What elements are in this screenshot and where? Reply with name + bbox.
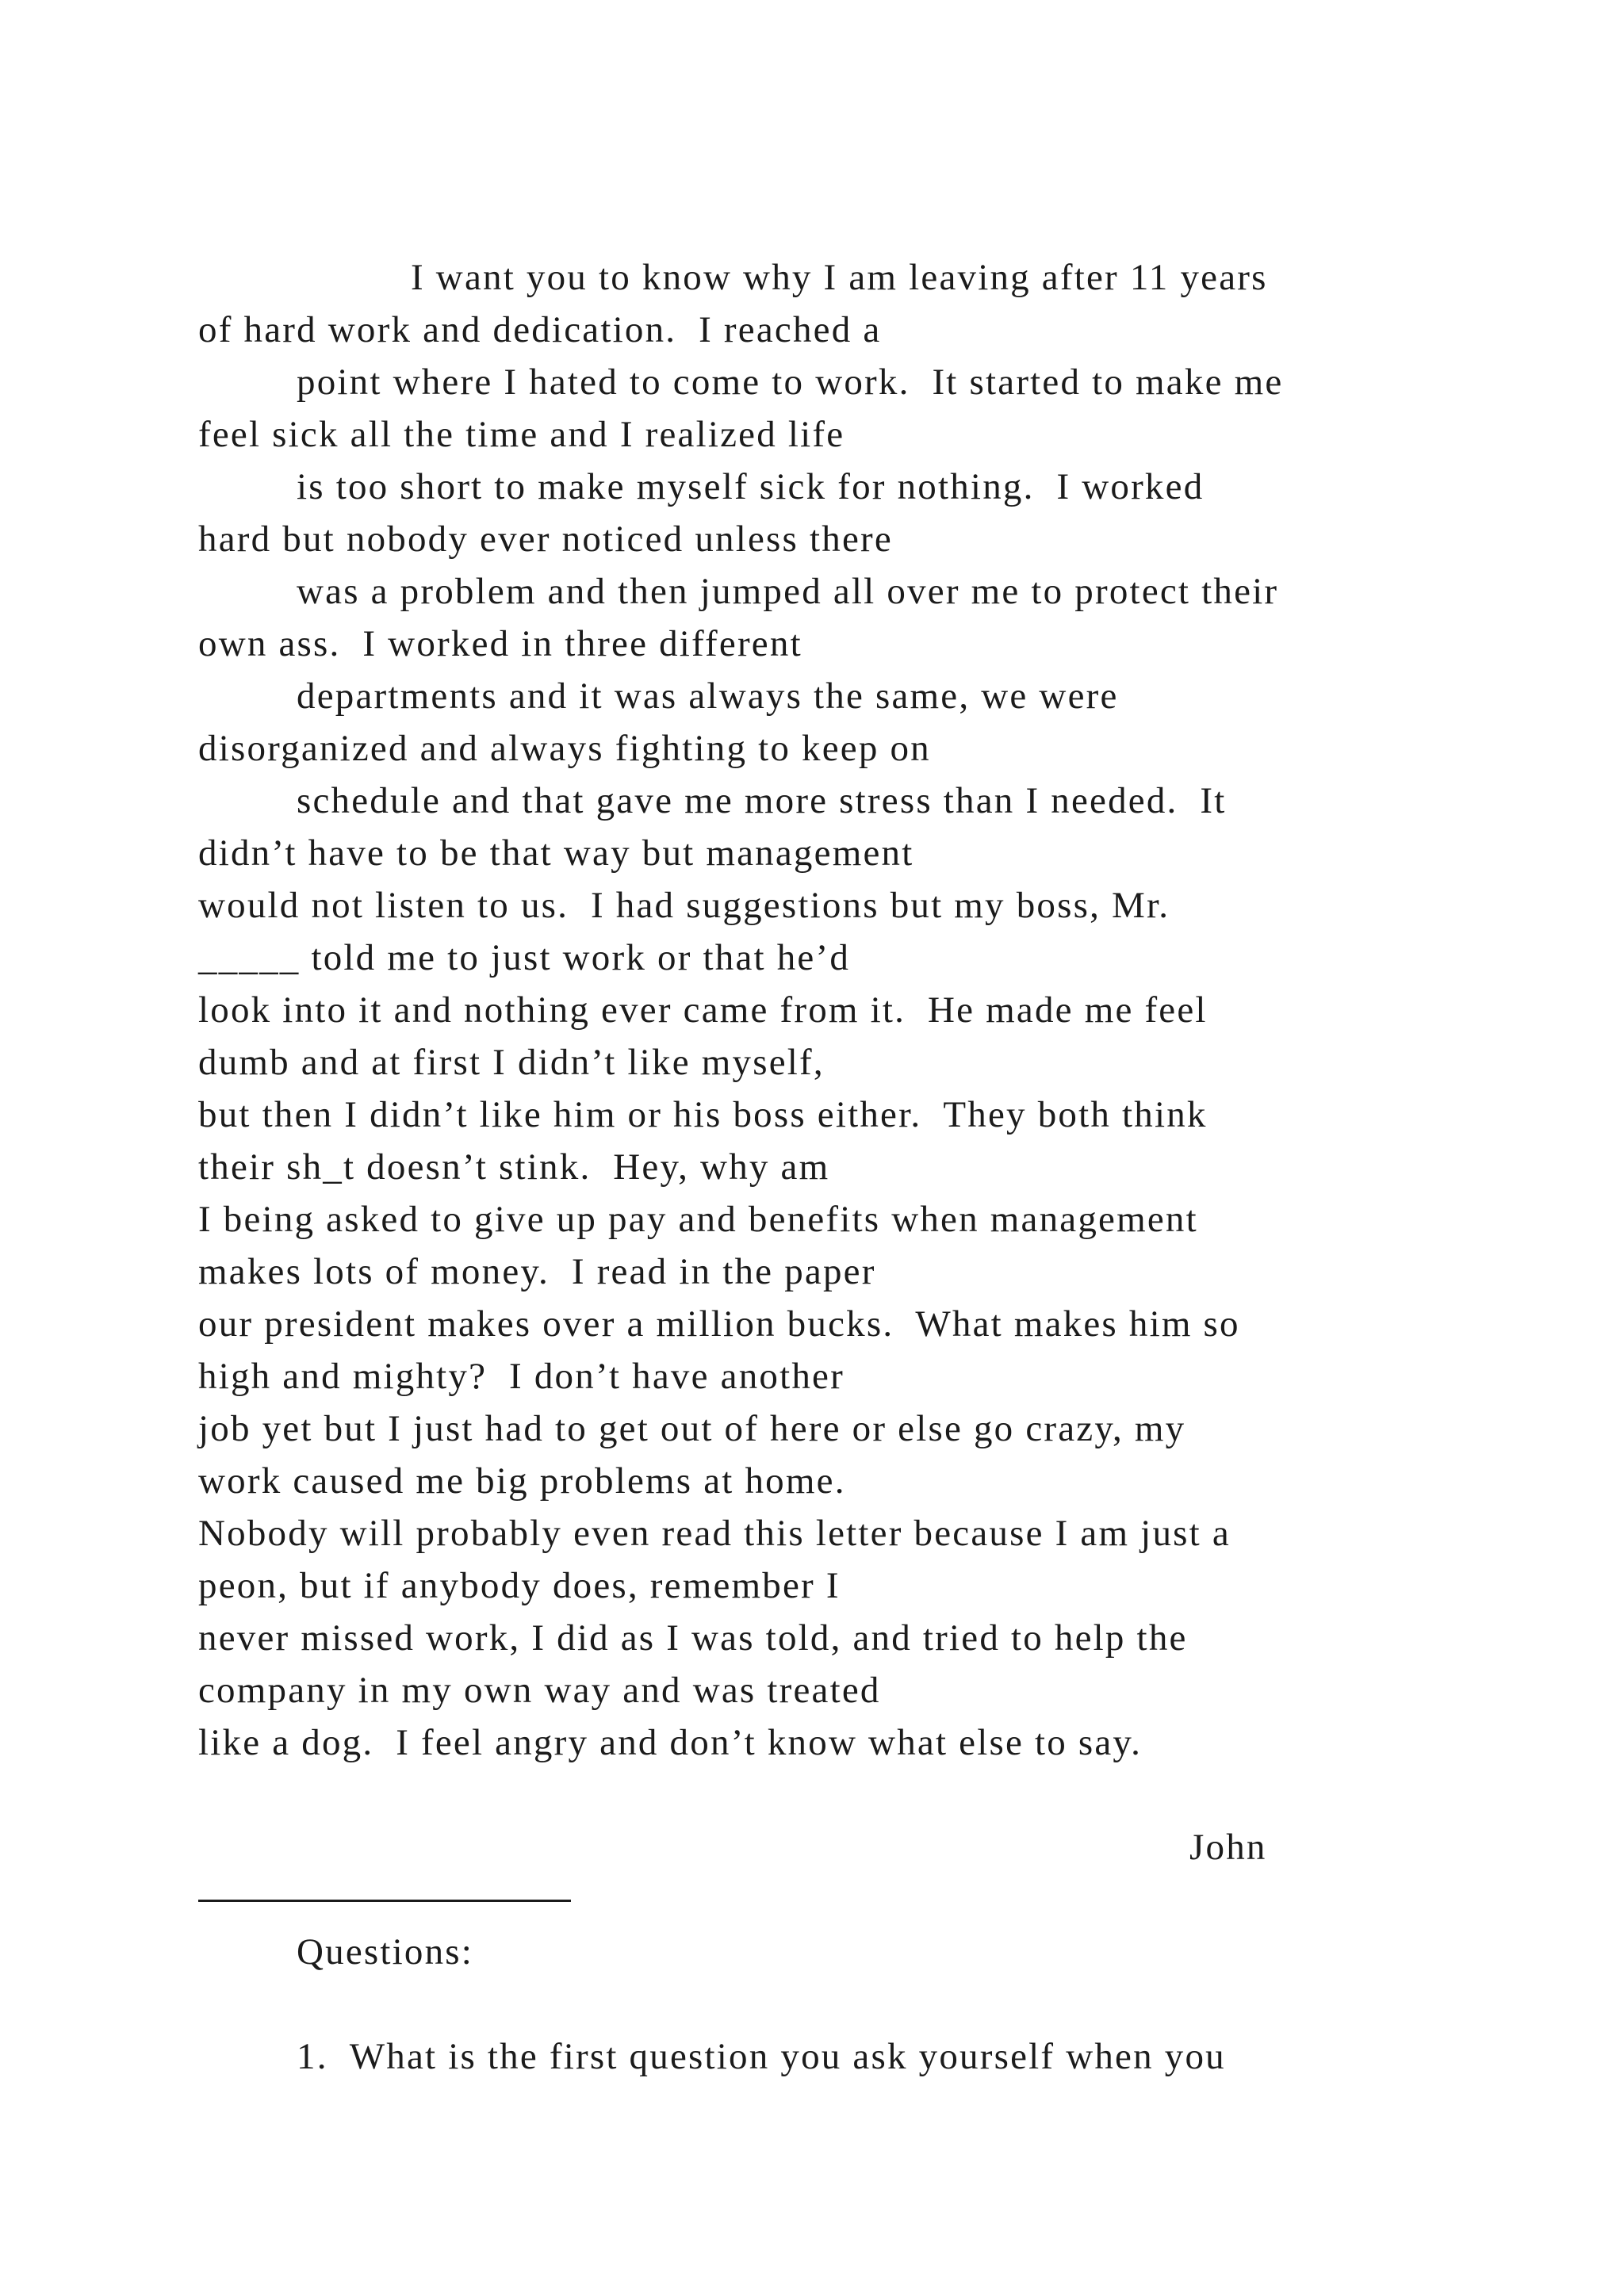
- letter-line: was a problem and then jumped all over me to protect their: [297, 571, 1279, 612]
- letter-line: is too short to make myself sick for nothing. I worked: [297, 466, 1205, 507]
- letter-line: own ass. I worked in three different: [198, 623, 802, 664]
- letter-line: would not listen to us. I had suggestions but my boss, Mr.: [198, 885, 1170, 926]
- letter-line: disorganized and always fighting to keep on: [198, 728, 931, 769]
- letter-line: I want you to know why I am leaving after 11 years: [411, 257, 1268, 298]
- letter-line: dumb and at first I didn’t like myself,: [198, 1042, 825, 1083]
- letter-line: schedule and that gave me more stress than I needed. It: [297, 780, 1227, 821]
- letter-line: feel sick all the time and I realized life: [198, 414, 845, 455]
- questions-heading: Questions:: [297, 1931, 474, 1973]
- signature: John: [1189, 1827, 1267, 1868]
- letter-line: job yet but I just had to get out of here or else go crazy, my: [198, 1408, 1186, 1449]
- letter-line: makes lots of money. I read in the paper: [198, 1251, 876, 1292]
- letter-line: never missed work, I did as I was told, and tried to help the: [198, 1617, 1188, 1659]
- letter-line: high and mighty? I don’t have another: [198, 1356, 845, 1397]
- letter-line: departments and it was always the same, we were: [297, 675, 1119, 717]
- letter-line: look into it and nothing ever came from it. He made me feel: [198, 989, 1208, 1031]
- letter-line: peon, but if anybody does, remember I: [198, 1565, 841, 1606]
- letter-line: but then I didn’t like him or his boss either. They both think: [198, 1094, 1208, 1135]
- letter-line: work caused me big problems at home.: [198, 1460, 846, 1502]
- separator-rule: [198, 1900, 571, 1902]
- question-item: 1. What is the first question you ask yourself when you: [297, 2036, 1226, 2077]
- letter-line: Nobody will probably even read this letter because I am just a: [198, 1513, 1231, 1554]
- letter-line: didn’t have to be that way but management: [198, 832, 914, 874]
- letter-line: like a dog. I feel angry and don’t know what else to say.: [198, 1722, 1143, 1763]
- letter-line: of hard work and dedication. I reached a: [198, 309, 882, 350]
- letter-line: _____ told me to just work or that he’d: [198, 937, 851, 978]
- letter-line: hard but nobody ever noticed unless there: [198, 519, 893, 560]
- letter-line: I being asked to give up pay and benefits when management: [198, 1199, 1198, 1240]
- letter-line: our president makes over a million bucks. What makes him so: [198, 1303, 1240, 1345]
- letter-line: company in my own way and was treated: [198, 1670, 881, 1711]
- letter-line: their sh_t doesn’t stink. Hey, why am: [198, 1146, 830, 1188]
- letter-line: point where I hated to come to work. It started to make me: [297, 362, 1284, 403]
